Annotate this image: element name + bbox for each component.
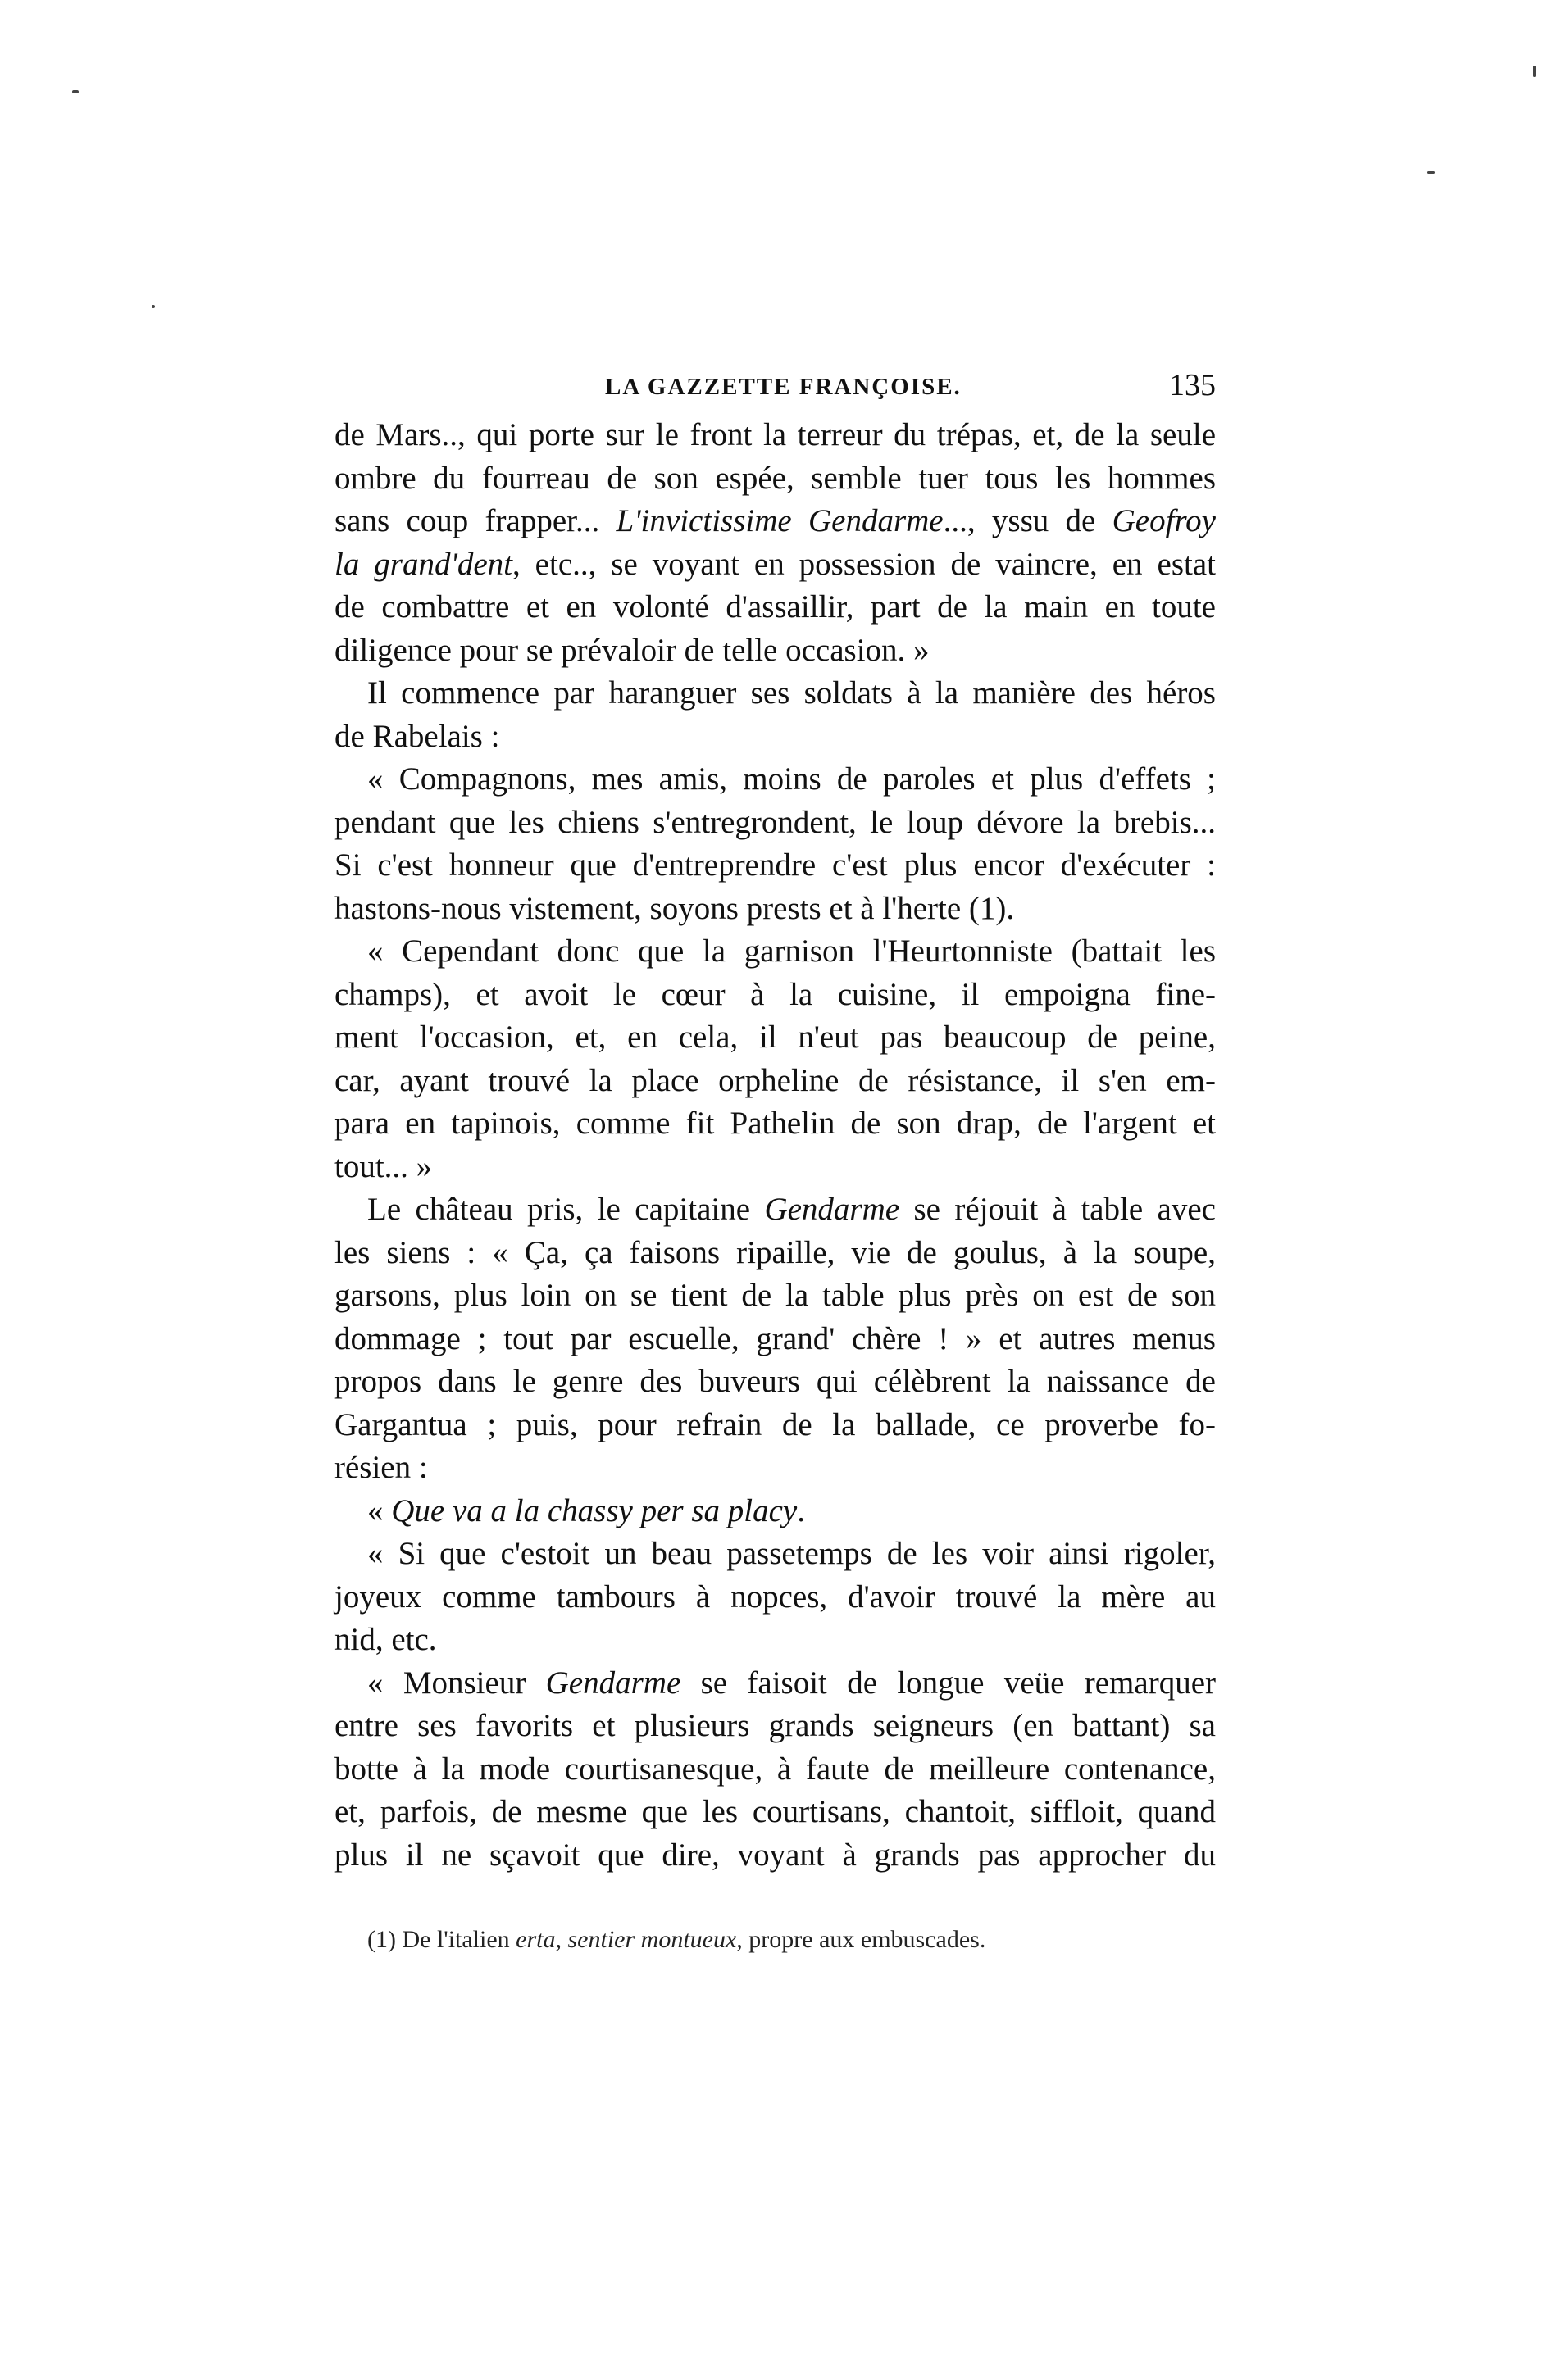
footnote <box>367 1926 985 1954</box>
text-line: dommage ; tout par escuelle, grand' chère ! » et autres menus <box>334 1320 1216 1356</box>
text-line: Si c'est honneur que d'entreprendre c'est plus encor d'exécuter : <box>334 847 1216 883</box>
text-line: pendant que les chiens s'entregrondent, le loup dévore la brebis... <box>334 804 1216 840</box>
italic-text: Gendarme <box>764 1192 900 1227</box>
text-line: car, ayant trouvé la place orpheline de résistance, il s'en em- <box>334 1062 1216 1098</box>
text-line: ment l'occasion, et, en cela, il n'eut pas beaucoup de peine, <box>334 1020 1216 1055</box>
text-line: garsons, plus loin on se tient de la table plus près on est de son <box>334 1278 1216 1313</box>
text-line <box>334 543 1216 587</box>
text-run: , etc.., se voyant en possession de vaincre, en estat <box>512 546 1216 582</box>
text-line <box>334 1188 1216 1232</box>
text-run: . <box>797 1492 805 1528</box>
text-line: « Compagnons, mes amis, moins de paroles et plus d'effets ; <box>367 761 1216 797</box>
text-line: hastons-nous vistement, soyons prests et à l'herte (1). <box>334 890 1015 926</box>
text-run: ..., yssu de <box>943 503 1112 538</box>
text-line: de Mars.., qui porte sur le front la terreur du trépas, et, de la seule <box>334 417 1216 452</box>
text-run: Le château pris, le capitaine <box>367 1192 765 1227</box>
italic-text: L'invictissime Gendarme <box>616 503 944 538</box>
text-line: joyeux comme tambours à nopces, d'avoir trouvé la mère au <box>334 1578 1216 1615</box>
text-line: botte à la mode courtisanesque, à faute de meilleure contenance, <box>334 1751 1216 1787</box>
text-line: « Cependant donc que la garnison l'Heurtonniste (battait les <box>367 933 1216 969</box>
text-run: « <box>367 1492 392 1528</box>
text-line: les siens : « Ça, ça faisons ripaille, vie de goulus, à la soupe, <box>334 1234 1216 1270</box>
text-line: diligence pour se prévaloir de telle occasion. » <box>334 632 930 668</box>
text-line: résien : <box>334 1450 428 1485</box>
page-header <box>334 367 1216 408</box>
body-text <box>334 414 1216 1877</box>
page-number: 135 <box>1169 368 1216 402</box>
text-line: para en tapinois, comme fit Pathelin de son drap, de l'argent et <box>334 1106 1216 1141</box>
italic-text: Gendarme <box>545 1665 681 1701</box>
text-line <box>334 500 1216 543</box>
text-line: de Rabelais : <box>334 718 500 754</box>
text-run: « Monsieur <box>367 1665 546 1701</box>
italic-text: erta, sentier montueux <box>516 1926 737 1953</box>
scan-speck <box>1533 66 1536 77</box>
text-run: sans coup frapper... <box>334 503 617 538</box>
text-line: nid, etc. <box>334 1622 437 1657</box>
scan-speck <box>152 305 155 308</box>
text-line: propos dans le genre des buveurs qui célèbrent la naissance de <box>334 1364 1216 1399</box>
italic-text: Que va a la chassy per sa placy <box>391 1492 798 1528</box>
running-title: LA GAZZETTE FRANÇOISE. <box>605 374 962 400</box>
text-line: ombre du fourreau de son espée, semble tuer tous les hommes <box>334 460 1216 496</box>
text-line: et, parfois, de mesme que les courtisans, chantoit, siffloit, quand <box>334 1794 1216 1829</box>
text-line <box>334 1490 1216 1533</box>
text-run: (1) De l'italien <box>367 1926 516 1953</box>
text-run: se réjouit à table avec <box>899 1192 1216 1227</box>
text-line: Il commence par haranguer ses soldats à la manière des héros <box>367 675 1216 711</box>
scan-speck <box>1427 171 1435 174</box>
text-run: , propre aux embuscades. <box>736 1926 986 1953</box>
italic-text: la grand'dent <box>334 546 512 582</box>
text-line: « Si que c'estoit un beau passetemps de les voir ainsi rigoler, <box>367 1536 1216 1571</box>
text-line: champs), et avoit le cœur à la cuisine, il empoigna fine- <box>334 976 1216 1012</box>
text-run: se faisoit de longue veüe remarquer <box>680 1665 1216 1701</box>
text-line: entre ses favorits et plusieurs grands seigneurs (en battant) sa <box>334 1708 1216 1743</box>
text-line: Gargantua ; puis, pour refrain de la ballade, ce proverbe fo- <box>334 1406 1216 1442</box>
text-line <box>334 1662 1216 1706</box>
text-line: de combattre et en volonté d'assaillir, part de la main en toute <box>334 589 1216 625</box>
scan-speck <box>72 90 79 93</box>
italic-text: Geofroy <box>1112 503 1216 538</box>
text-line: tout... » <box>334 1148 433 1184</box>
text-line: plus il ne sçavoit que dire, voyant à grands pas approcher du <box>334 1837 1216 1873</box>
